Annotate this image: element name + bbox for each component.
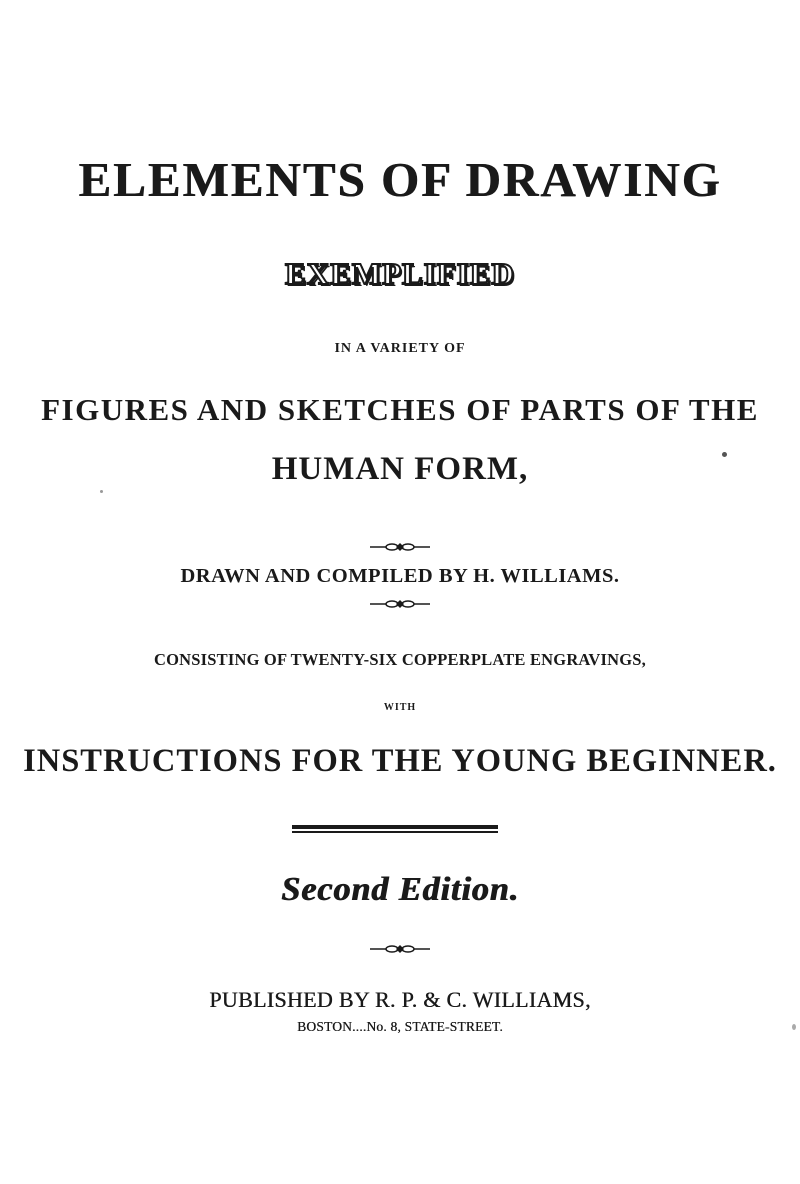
rule-thick [292, 825, 498, 829]
fleuron-divider-icon [0, 541, 800, 553]
variety-line: IN A VARIETY OF [334, 341, 466, 356]
ornamental-subtitle: EXEMPLIFIED [285, 256, 515, 291]
human-form-line: HUMAN FORM, [271, 451, 529, 487]
book-title: ELEMENTS OF DRAWING [78, 152, 722, 207]
address-line: BOSTON....No. 8, STATE-STREET. [297, 1019, 503, 1034]
publisher-line: PUBLISHED BY R. P. & C. WILLIAMS, [209, 987, 591, 1012]
author-line: DRAWN AND COMPILED BY H. WILLIAMS. [180, 565, 620, 587]
figures-line: FIGURES AND SKETCHES OF PARTS OF THE [41, 392, 759, 427]
contents-line: CONSISTING OF TWENTY-SIX COPPERPLATE ENGRAVINGS, [153, 650, 647, 669]
fleuron-divider-icon [0, 943, 800, 955]
edition-line: Second Edition. [281, 871, 519, 908]
ink-speck [722, 452, 727, 457]
ink-speck [792, 1024, 796, 1030]
fleuron-divider-icon [0, 598, 800, 610]
ink-speck [100, 490, 103, 493]
instructions-line: INSTRUCTIONS FOR THE YOUNG BEGINNER. [23, 743, 777, 779]
rule-thin [292, 831, 498, 833]
double-rule [292, 825, 498, 835]
with-line: WITH [383, 702, 417, 713]
